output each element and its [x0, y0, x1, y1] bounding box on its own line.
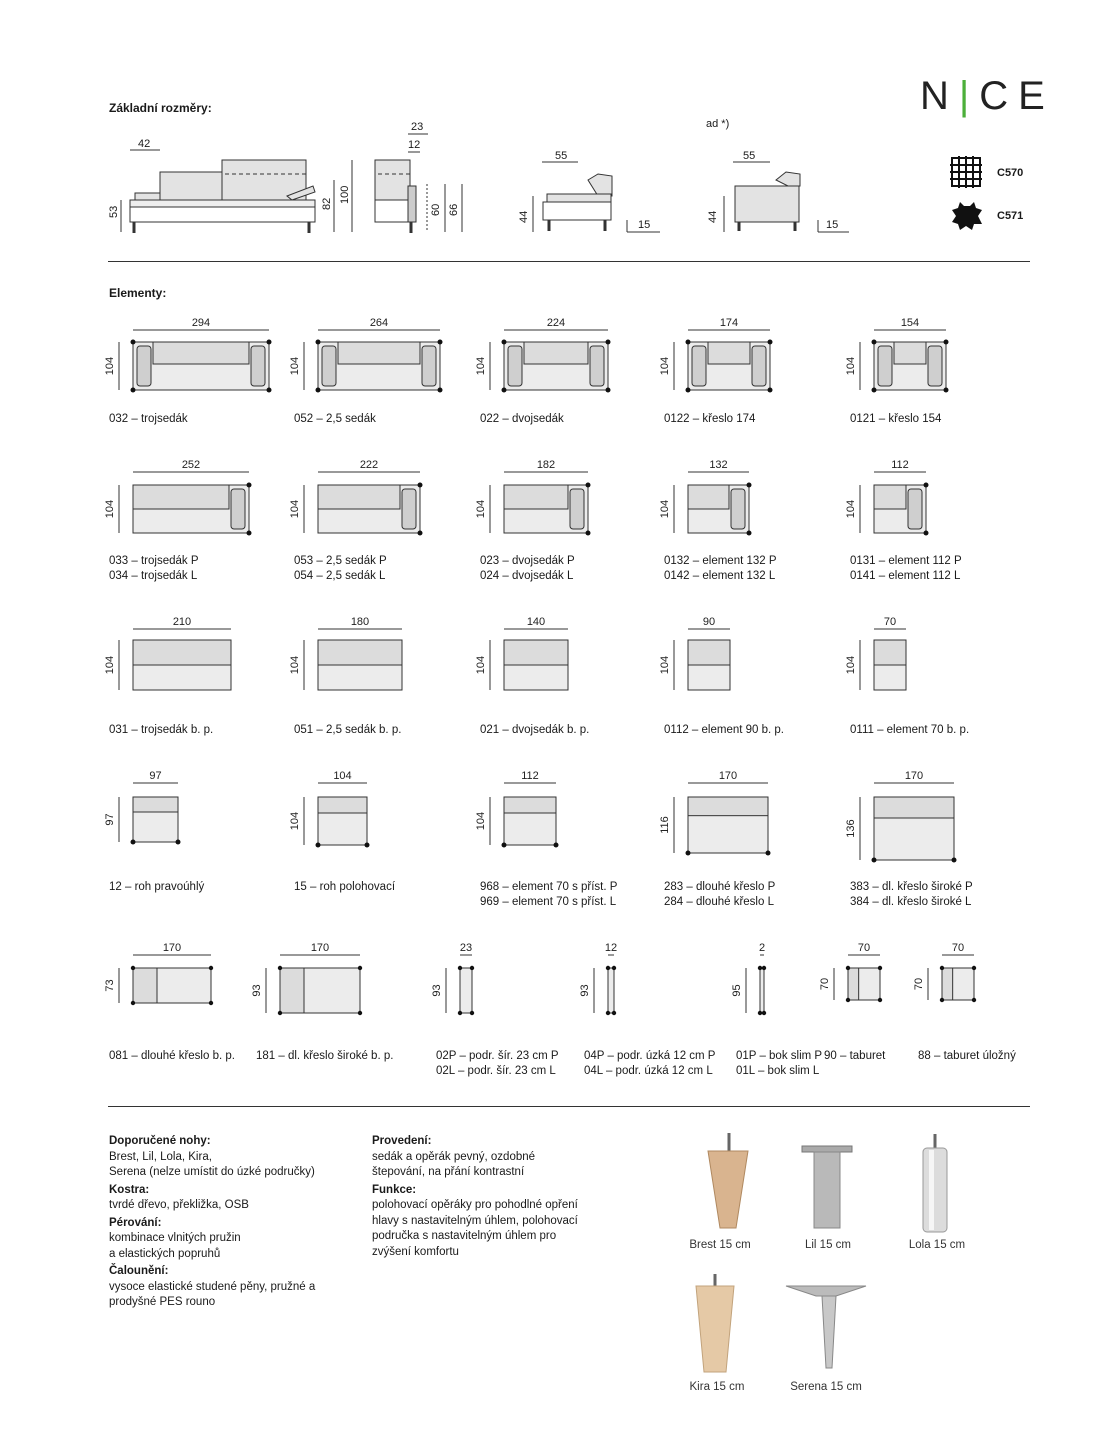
element-label-line: 0132 – element 132 P: [664, 555, 777, 567]
leg-label-lil: Lil 15 cm: [804, 1239, 852, 1251]
element-label-line: 283 – dlouhé křeslo P: [664, 881, 776, 893]
height-dim-1-0: 104: [104, 499, 116, 519]
element-drawing-3-1: [289, 770, 370, 848]
fabric-grid-icon: [950, 156, 982, 188]
width-dim-2-2: 140: [526, 616, 546, 628]
element-drawing-0-4: [845, 317, 949, 393]
element-drawing-2-2: [475, 616, 568, 690]
width-dim-2-3: 90: [702, 616, 716, 628]
height-dim-3-1: 104: [289, 811, 301, 831]
element-drawing-0-2: [475, 317, 611, 393]
height-dim-2-3: 104: [659, 655, 671, 675]
element-drawing-3-2: [475, 770, 559, 848]
perovani-title: Pérování:: [109, 1216, 162, 1229]
dim-23: 23: [411, 121, 424, 133]
dim-55b: 55: [743, 150, 756, 162]
fabric-code-c571: C571: [997, 210, 1024, 222]
element-label-2-3: [664, 723, 784, 738]
height-dim-3-3: 116: [659, 816, 671, 834]
element-label-line: 0111 – element 70 b. p.: [850, 724, 970, 736]
element-drawing-0-0: [104, 317, 272, 393]
width-dim-3-0: 97: [149, 770, 162, 782]
dim-15b: 15: [826, 219, 839, 231]
provedeni-line-2: štepování, na přání kontrastní: [372, 1166, 525, 1178]
element-drawing-2-3: [659, 616, 730, 690]
height-dim-2-4: 104: [845, 655, 857, 675]
element-label-line: 12 – roh pravoúhlý: [109, 881, 205, 893]
section-heading-elements: Elementy:: [109, 286, 167, 300]
width-dim-4-4: 2: [758, 942, 766, 954]
element-label-3-0: [109, 880, 204, 895]
element-label-4-4: [736, 1049, 822, 1079]
calouneni-title: Čalounění:: [109, 1265, 169, 1277]
height-dim-4-1: 93: [251, 984, 263, 997]
nohy-line-2: Serena (nelze umístit do úzké područky): [109, 1166, 315, 1178]
perovani-line-1: kombinace vlnitých pružin: [109, 1232, 241, 1244]
element-label-3-3: [664, 880, 775, 910]
element-label-line: 031 – trojsedák b. p.: [109, 724, 214, 736]
element-drawing-1-2: [475, 459, 591, 536]
height-dim-0-3: 104: [659, 356, 671, 376]
element-label-0-0: [109, 412, 188, 427]
element-drawing-1-4: [845, 459, 929, 536]
element-label-line: 033 – trojsedák P: [109, 555, 199, 567]
height-dim-3-0: 97: [104, 813, 116, 826]
brest-leg-icon: [700, 1133, 750, 1233]
width-dim-3-3: 170: [718, 770, 738, 782]
element-drawing-4-5: [819, 942, 882, 1002]
height-dim-2-1: 104: [289, 655, 301, 675]
element-drawing-2-0: [104, 616, 231, 690]
lola-leg-icon: [915, 1134, 955, 1234]
width-dim-0-4: 154: [900, 317, 920, 329]
element-label-4-2: [436, 1049, 559, 1079]
element-drawing-0-3: [659, 317, 773, 393]
height-dim-1-1: 104: [289, 499, 301, 519]
element-label-line: 021 – dvojsedák b. p.: [480, 724, 590, 736]
element-label-3-1: [294, 880, 395, 895]
element-label-0-3: [664, 412, 755, 427]
element-label-4-3: [584, 1049, 715, 1079]
element-drawing-2-1: [289, 616, 402, 690]
element-label-line: 034 – trojsedák L: [109, 570, 198, 582]
calouneni-line-2: prodyšné PES rouno: [109, 1296, 216, 1308]
dim-82: 82: [321, 197, 333, 210]
width-dim-4-2: 23: [459, 942, 473, 954]
basic-dimensions-drawing: [0, 0, 1105, 260]
element-drawing-3-3: [659, 770, 771, 856]
element-label-line: 04L – podr. úzká 12 cm L: [584, 1065, 713, 1077]
element-label-0-4: [850, 412, 941, 427]
element-label-0-1: [294, 412, 376, 427]
element-drawing-4-2: [431, 942, 474, 1015]
width-dim-4-5: 70: [857, 942, 871, 954]
element-label-line: 968 – element 70 s příst. P: [480, 881, 618, 893]
width-dim-2-4: 70: [883, 616, 897, 628]
width-dim-4-1: 170: [310, 942, 330, 954]
fabric-code-c570: C570: [997, 167, 1024, 179]
element-label-line: 384 – dl. křeslo široké L: [850, 896, 972, 908]
height-dim-1-2: 104: [475, 499, 487, 519]
width-dim-0-1: 264: [369, 317, 389, 329]
dim-55a: 55: [555, 150, 568, 162]
divider-top: [108, 261, 1030, 262]
element-label-3-2: [480, 880, 617, 910]
element-label-1-2: [480, 554, 575, 584]
width-dim-4-3: 12: [604, 942, 618, 954]
element-label-line: 969 – element 70 s příst. L: [480, 896, 617, 908]
dim-100: 100: [339, 185, 351, 204]
element-drawing-0-1: [289, 317, 443, 393]
element-label-line: 0131 – element 112 P: [850, 555, 962, 567]
height-dim-0-2: 104: [475, 356, 487, 376]
element-label-0-2: [480, 412, 564, 427]
element-label-line: 052 – 2,5 sedák: [294, 413, 376, 425]
width-dim-2-1: 180: [350, 616, 370, 628]
element-label-line: 88 – taburet úložný: [918, 1050, 1016, 1062]
dim-42: 42: [138, 138, 151, 150]
element-label-line: 90 – taburet: [824, 1050, 886, 1062]
ad-note: ad *): [706, 118, 730, 130]
element-label-line: 15 – roh polohovací: [294, 881, 396, 893]
width-dim-3-1: 104: [333, 770, 352, 782]
funkce-line-2: hlavy s nastavitelným úhlem, polohovací: [372, 1214, 578, 1227]
element-label-2-4: [850, 723, 969, 738]
nohy-line-1: Brest, Lil, Lola, Kira,: [109, 1150, 212, 1163]
element-label-line: 081 – dlouhé křeslo b. p.: [109, 1050, 235, 1062]
element-label-1-1: [294, 554, 387, 584]
element-label-line: 02P – podr. šír. 23 cm P: [436, 1050, 559, 1062]
nohy-title: Doporučené nohy:: [109, 1135, 211, 1147]
element-label-1-4: [850, 554, 962, 584]
section-heading-basic: Základní rozměry:: [109, 101, 212, 115]
element-label-2-0: [109, 723, 213, 738]
width-dim-1-0: 252: [181, 459, 201, 471]
width-dim-0-2: 224: [546, 317, 566, 329]
dim-12: 12: [408, 139, 421, 151]
height-dim-0-1: 104: [289, 356, 301, 376]
height-dim-4-3: 93: [579, 984, 591, 997]
element-label-4-5: [824, 1049, 885, 1064]
element-label-line: 181 – dl. křeslo široké b. p.: [256, 1050, 394, 1062]
height-dim-0-4: 104: [845, 356, 857, 376]
element-label-line: 024 – dvojsedák L: [480, 570, 574, 582]
provedeni-title: Provedení:: [372, 1135, 432, 1147]
element-label-line: 051 – 2,5 sedák b. p.: [294, 724, 402, 736]
kira-leg-icon: [690, 1274, 740, 1374]
leg-label-brest: Brest 15 cm: [689, 1239, 751, 1251]
element-drawing-1-3: [659, 459, 752, 536]
dim-44b: 44: [707, 210, 719, 223]
element-label-line: 032 – trojsedák: [109, 413, 188, 425]
element-label-4-6: [918, 1049, 1016, 1064]
element-drawing-3-4: [845, 770, 957, 863]
width-dim-1-1: 222: [359, 459, 379, 471]
leg-label-lola: Lola 15 cm: [908, 1239, 966, 1251]
dim-53: 53: [108, 205, 120, 218]
element-drawing-2-4: [845, 616, 906, 690]
leather-hide-icon: [952, 200, 982, 230]
height-dim-1-4: 104: [845, 499, 857, 519]
element-label-line: 0122 – křeslo 174: [664, 413, 756, 425]
element-label-line: 053 – 2,5 sedák P: [294, 555, 387, 567]
width-dim-3-2: 112: [521, 770, 539, 782]
brand-logo: N|CE: [920, 74, 1055, 118]
width-dim-2-0: 210: [172, 616, 192, 628]
width-dim-3-4: 170: [904, 770, 924, 782]
element-drawing-1-0: [104, 459, 252, 536]
width-dim-0-3: 174: [719, 317, 739, 329]
leg-label-kira: Kira 15 cm: [689, 1381, 745, 1393]
element-drawing-4-6: [913, 942, 976, 1002]
height-dim-3-2: 104: [475, 811, 487, 831]
funkce-title: Funkce:: [372, 1183, 417, 1196]
lil-leg-icon: [800, 1143, 856, 1233]
element-label-line: 022 – dvojsedák: [480, 413, 564, 425]
element-drawing-4-1: [251, 942, 362, 1015]
provedeni-line-1: sedák a opěrák pevný, ozdobné: [372, 1150, 536, 1163]
funkce-line-1: polohovací opěráky pro pohodlné opření: [372, 1199, 578, 1211]
height-dim-0-0: 104: [104, 356, 116, 376]
width-dim-1-2: 182: [536, 459, 556, 471]
height-dim-4-5: 70: [819, 977, 831, 991]
element-label-line: 0121 – křeslo 154: [850, 413, 942, 425]
funkce-line-3: područka s nastavitelným úhlem pro: [372, 1230, 557, 1242]
element-drawing-4-3: [579, 942, 617, 1015]
width-dim-1-4: 112: [891, 459, 909, 471]
leg-label-serena: Serena 15 cm: [790, 1381, 862, 1393]
element-label-line: 054 – 2,5 sedák L: [294, 570, 386, 582]
element-drawing-1-1: [289, 459, 423, 536]
width-dim-0-0: 294: [191, 317, 211, 329]
element-drawing-4-4: [731, 942, 766, 1015]
element-label-line: 01L – bok slim L: [736, 1065, 820, 1077]
width-dim-4-6: 70: [951, 942, 965, 954]
dim-44a: 44: [518, 210, 530, 223]
element-label-4-0: [109, 1049, 235, 1064]
element-label-1-3: [664, 554, 777, 584]
element-label-line: 04P – podr. úzká 12 cm P: [584, 1050, 716, 1062]
element-drawing-4-0: [104, 942, 213, 1005]
calouneni-line-1: vysoce elastické studené pěny, pružné a: [109, 1280, 316, 1293]
element-label-line: 01P – bok slim P: [736, 1050, 823, 1062]
element-label-line: 0142 – element 132 L: [664, 570, 776, 582]
info-left: [109, 1134, 359, 1311]
element-label-1-0: [109, 554, 199, 584]
kostra-line-1: tvrdé dřevo, překližka, OSB: [109, 1199, 249, 1211]
width-dim-4-0: 170: [162, 942, 182, 954]
height-dim-1-3: 104: [659, 499, 671, 519]
dim-66: 66: [448, 203, 460, 216]
serena-leg-icon: [786, 1282, 866, 1372]
height-dim-4-2: 93: [431, 984, 443, 997]
element-label-line: 02L – podr. šír. 23 cm L: [436, 1065, 556, 1077]
dim-15a: 15: [638, 219, 651, 231]
height-dim-2-2: 104: [475, 655, 487, 675]
element-label-line: 383 – dl. křeslo široké P: [850, 881, 973, 893]
element-label-line: 284 – dlouhé křeslo L: [664, 896, 774, 908]
dim-60: 60: [430, 203, 442, 216]
element-label-line: 0141 – element 112 L: [850, 570, 961, 582]
perovani-line-2: a elastických popruhů: [109, 1247, 221, 1260]
funkce-line-4: zvýšení komfortu: [372, 1245, 459, 1258]
element-label-2-1: [294, 723, 401, 738]
element-label-line: 023 – dvojsedák P: [480, 555, 575, 567]
height-dim-2-0: 104: [104, 655, 116, 675]
kostra-title: Kostra:: [109, 1183, 150, 1196]
element-label-line: 0112 – element 90 b. p.: [664, 724, 784, 736]
height-dim-4-0: 73: [104, 979, 116, 992]
element-label-2-2: [480, 723, 589, 738]
height-dim-3-4: 136: [845, 819, 857, 838]
height-dim-4-4: 95: [731, 984, 743, 997]
element-label-4-1: [256, 1049, 393, 1064]
element-drawing-3-0: [104, 770, 181, 845]
width-dim-1-3: 132: [709, 459, 728, 471]
element-label-3-4: [850, 880, 973, 910]
divider-bottom: [108, 1106, 1030, 1107]
info-right: [372, 1134, 632, 1260]
height-dim-4-6: 70: [913, 977, 925, 991]
